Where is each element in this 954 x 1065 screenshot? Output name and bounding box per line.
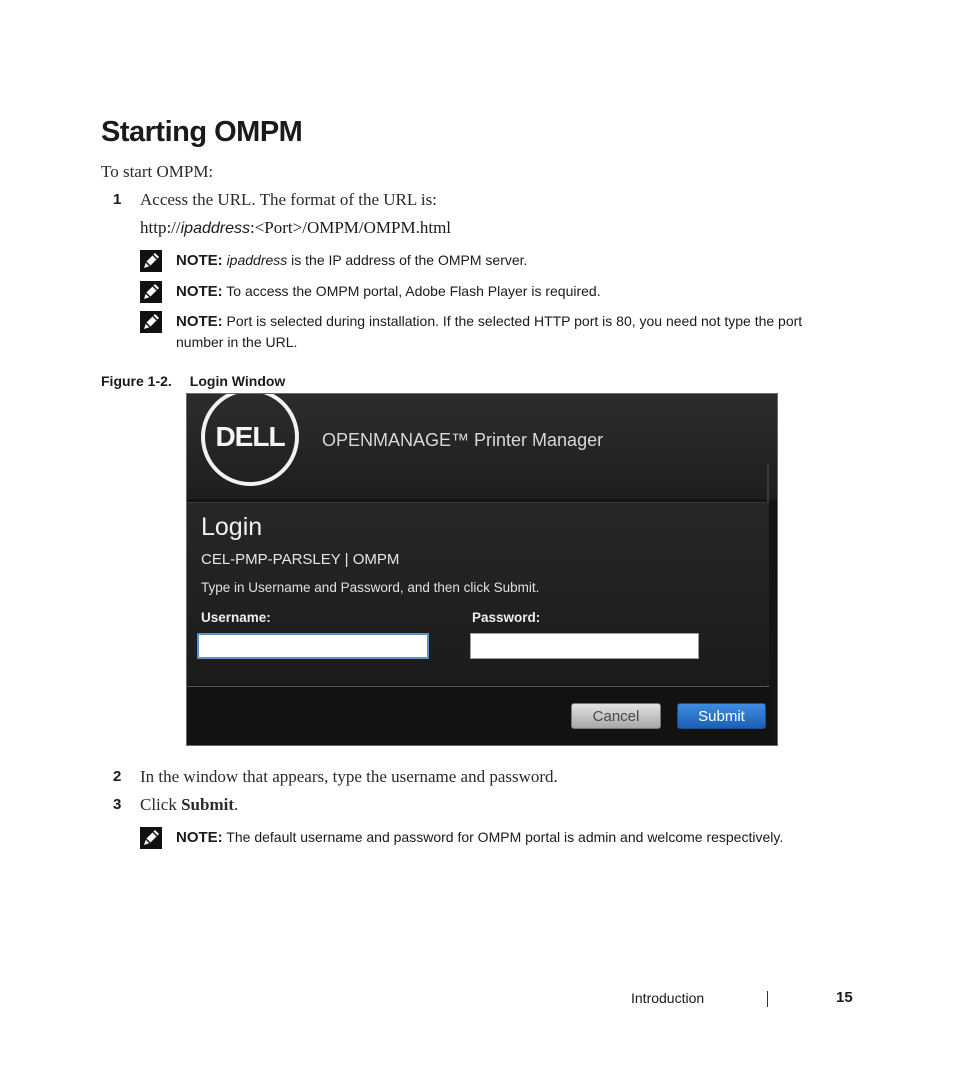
window-footer [187, 686, 769, 746]
step-text-pre: Click [140, 795, 182, 814]
step-number: 1 [113, 191, 122, 208]
note-body: The default username and password for OMPM portal is [222, 829, 579, 845]
step-text: In the window that appears, type the username and password. [140, 767, 558, 786]
page-title: Starting OMPM [101, 116, 303, 148]
url-format [140, 218, 451, 238]
intro-text: To start OMPM: [101, 162, 214, 181]
submit-button[interactable]: Submit [677, 703, 766, 729]
pencil-note-icon [140, 311, 162, 333]
step-text: Access the URL. The format of the URL is: [140, 190, 437, 209]
login-panel [187, 502, 769, 685]
note-body: is the IP address of the OMPM server. [287, 252, 528, 268]
username-label: Username: [201, 610, 271, 625]
app-title: OPENMANAGE™ Printer Manager [322, 430, 604, 450]
step-text-bold: Submit [181, 795, 235, 814]
password-label: Password: [472, 610, 541, 625]
login-heading: Login [201, 513, 263, 541]
note-label: NOTE: [176, 252, 223, 269]
footer-section: Introduction [631, 990, 705, 1006]
footer-divider [767, 991, 768, 1007]
window-header [187, 394, 777, 499]
figure-caption [101, 373, 303, 389]
step-number: 3 [113, 796, 122, 813]
dell-logo: DELL [201, 393, 299, 486]
url-suffix: :<Port>/OMPM/OMPM.html [250, 218, 452, 237]
url-variable: ipaddress [180, 220, 250, 237]
page-number: 15 [836, 989, 853, 1006]
login-window-screenshot [186, 393, 778, 746]
username-input[interactable] [197, 633, 429, 659]
note-body: To access the OMPM portal, Adobe Flash Player is required. [222, 283, 601, 299]
pencil-note-icon [140, 827, 162, 849]
note-code: welcome [647, 829, 703, 845]
figure-title: Login Window [189, 373, 286, 389]
login-instruction: Type in Username and Password, and then click Submit. [201, 580, 540, 595]
note-label: NOTE: [176, 313, 223, 330]
server-name: CEL-PMP-PARSLEY | OMPM [201, 551, 400, 568]
note-body: respectively. [702, 829, 784, 845]
pencil-note-icon [140, 250, 162, 272]
figure-number: Figure 1-2. [101, 373, 172, 389]
step-text-post: . [234, 795, 239, 814]
cancel-button[interactable]: Cancel [571, 703, 661, 729]
note-body: Port is selected during installation. If the selected HTTP port is 80, you need not type the port number in the URL. [176, 313, 803, 350]
note-italic: ipaddress [226, 252, 288, 268]
password-input[interactable] [470, 633, 699, 659]
pencil-note-icon [140, 281, 162, 303]
note-body: and [616, 829, 648, 845]
step-text [140, 795, 238, 815]
note-code: admin [578, 829, 617, 845]
url-prefix: http:// [140, 218, 181, 237]
note-label: NOTE: [176, 283, 223, 300]
note-label: NOTE: [176, 829, 223, 846]
step-number: 2 [113, 768, 122, 785]
